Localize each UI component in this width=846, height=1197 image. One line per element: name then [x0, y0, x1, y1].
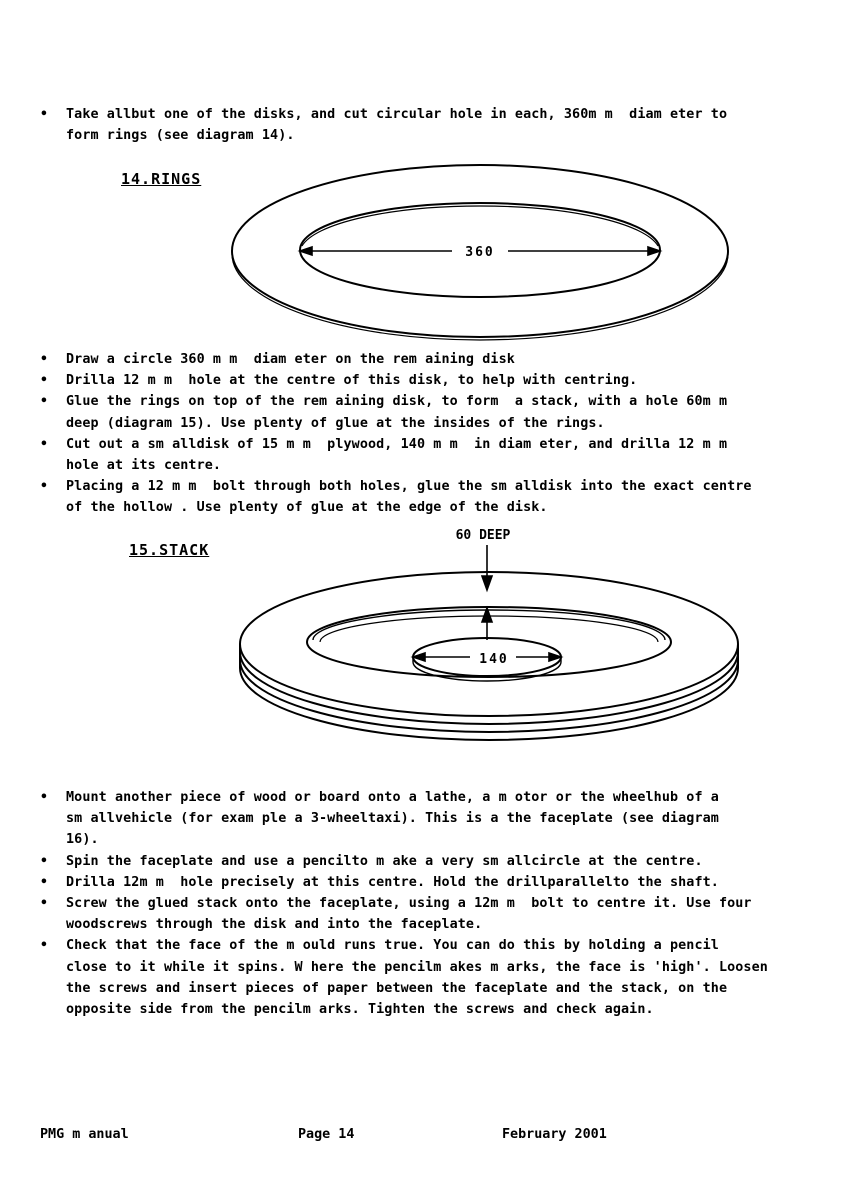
list-item: • Screw the glued stack onto the faceplate, using a 12m m bolt to centre it. Use four woodscrews through the disk and into the faceplate. — [38, 893, 810, 935]
list-item: • Placing a 12 m m bolt through both holes, glue the sm alldisk into the exact centre of the hollow . Use plenty of glue at the edge of the disk. — [38, 476, 810, 518]
diagram-15-caption: 15.STACK — [129, 541, 210, 559]
depth-arrows — [482, 545, 492, 640]
depth-label: 60 DEEP — [455, 528, 511, 543]
list-item: • Mount another piece of wood or board onto a lathe, a m otor or the wheelhub of a sm allvehicle (for exam ple a 3-wheeltaxi). This is a the faceplate (see diagram 16). — [38, 787, 810, 851]
list-item: • Cut out a sm alldisk of 15 m m plywood, 140 m m in diam eter, and drilla 12 m m hole at its centre. — [38, 434, 810, 476]
list-item: • Draw a circle 360 m m diam eter on the rem aining disk — [38, 349, 810, 370]
diagram-14-caption: 14.RINGS — [121, 170, 202, 188]
list-item: • Drilla 12 m m hole at the centre of this disk, to help with centring. — [38, 370, 810, 391]
list-item: • Spin the faceplate and use a pencilto m ake a very sm allcircle at the centre. — [38, 851, 810, 872]
stack-top-edge — [240, 572, 738, 716]
footer-date: February 2001 — [502, 1127, 607, 1142]
final-bullet-list — [38, 787, 810, 1020]
list-item: • Drilla 12m m hole precisely at this centre. Hold the drillparallelto the shaft. — [38, 872, 810, 893]
footer-document-title: PMG m anual — [40, 1127, 129, 1142]
list-item: • Take allbut one of the disks, and cut circular hole in each, 360m m diam eter to form rings (see diagram 14). — [38, 104, 810, 146]
list-item: • Check that the face of the m ould runs true. You can do this by holding a pencil close to it while it spins. W here the pencilm akes m arks, the face is 'high'. Loosen the screws and insert pieces of paper between the faceplate and the stack, on the opposite side from the pencilm arks. Tighten the screws and check again. — [38, 935, 810, 1020]
dimension-label-360: 360 — [465, 245, 495, 260]
list-item: • Glue the rings on top of the rem aining disk, to form a stack, with a hole 60m m deep (diagram 15). Use plenty of glue at the insides of the rings. — [38, 391, 810, 433]
footer-page-number: Page 14 — [298, 1127, 355, 1142]
dimension-label-140: 140 — [479, 652, 509, 667]
